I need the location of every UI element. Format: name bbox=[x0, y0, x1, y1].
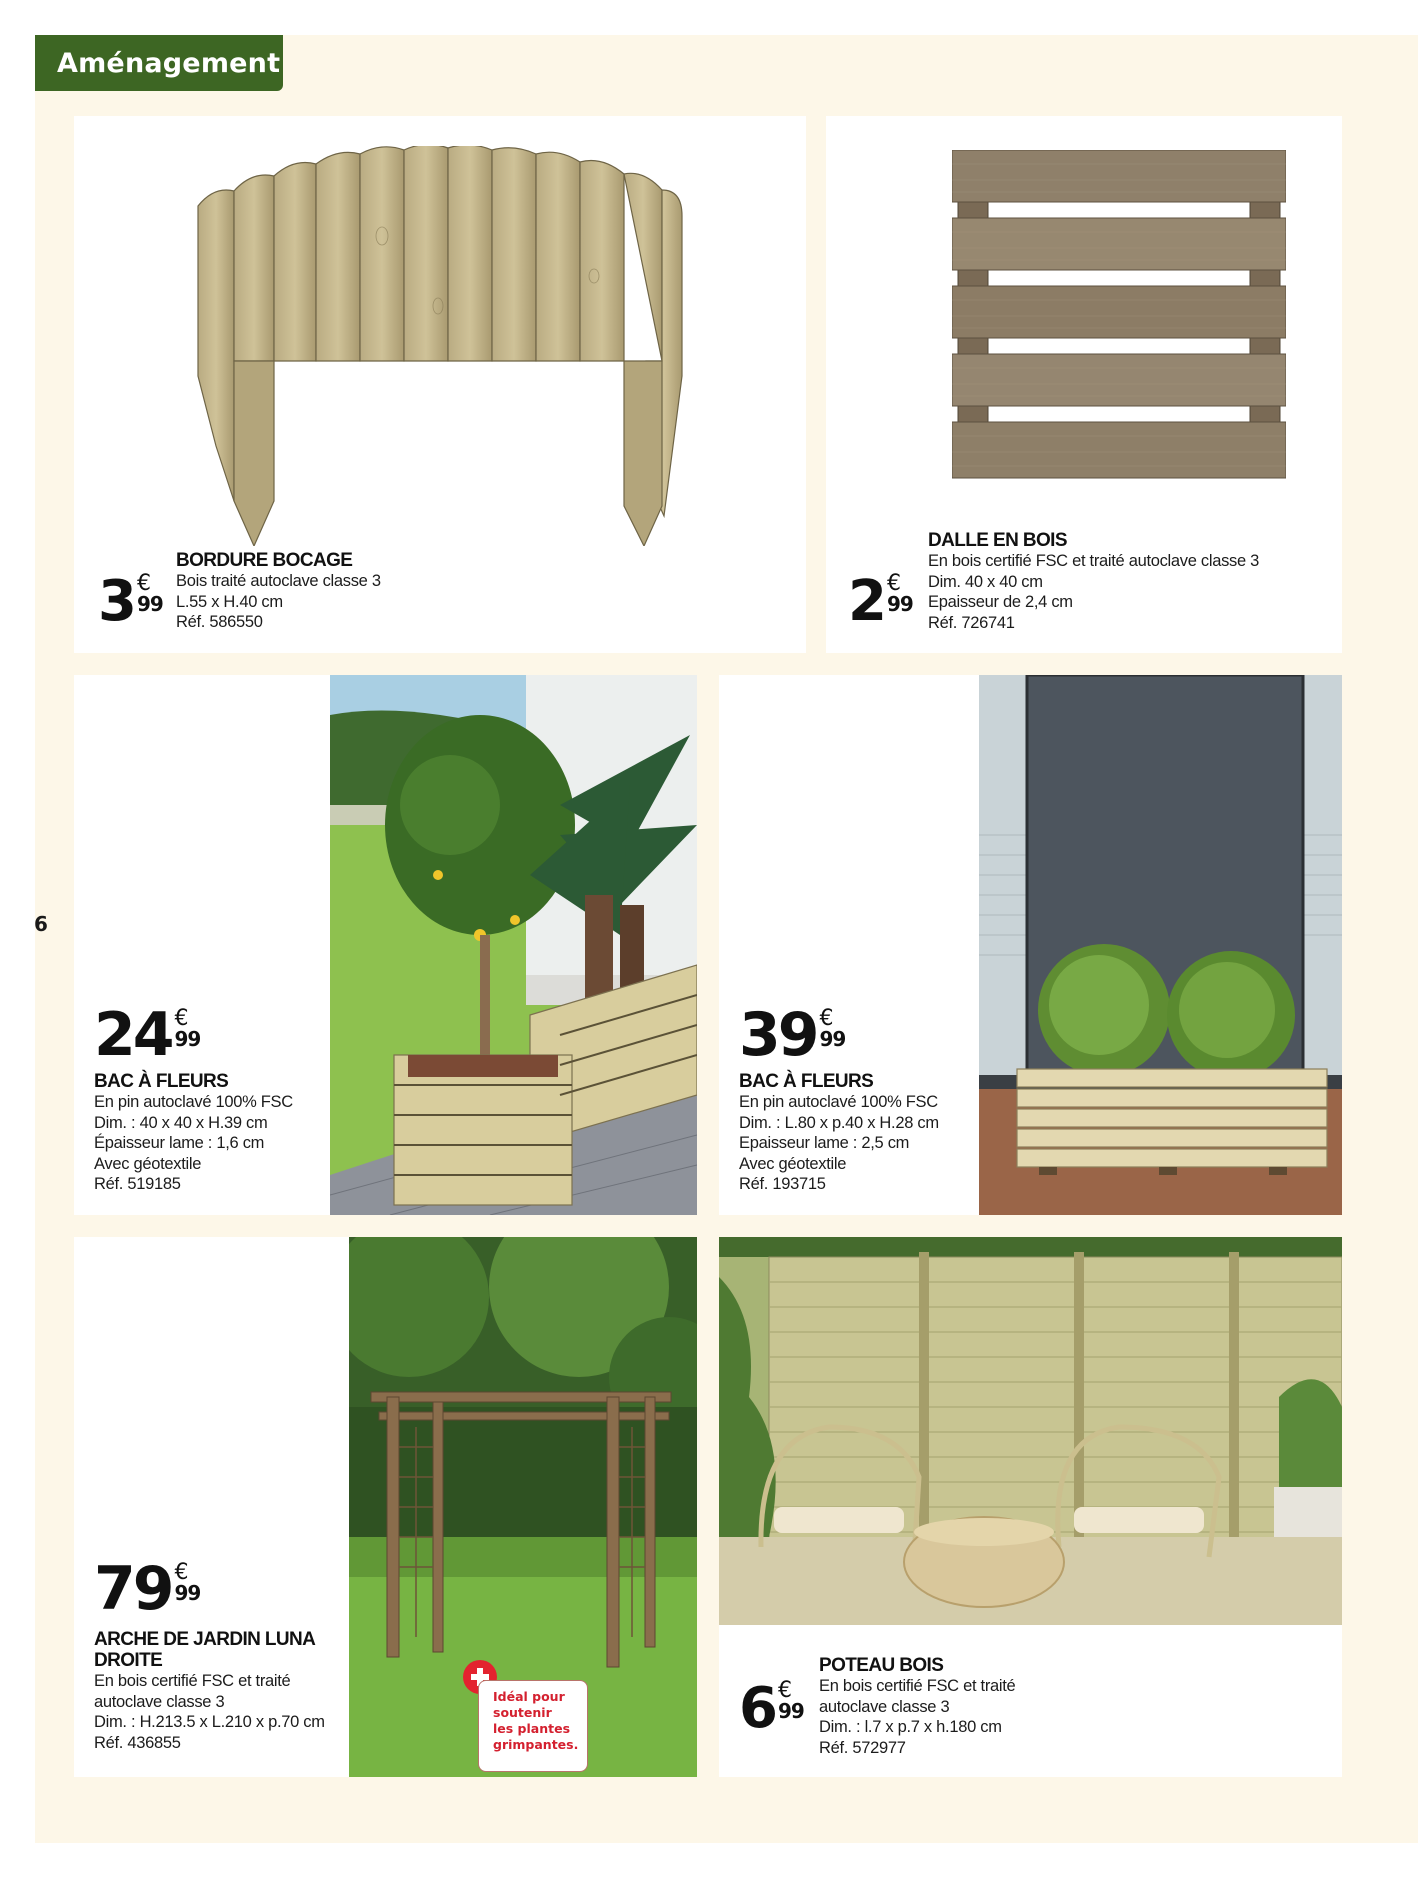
callout-line-1: Idéal pour bbox=[493, 1689, 565, 1704]
price-bac-a-fleurs-2 bbox=[739, 1000, 846, 1070]
price-integer: 79 bbox=[94, 1554, 172, 1624]
product-detail-dimensions: Dim. : l.7 x p.7 x h.180 cm bbox=[819, 1718, 1002, 1736]
poteau-bois-photo bbox=[719, 1237, 1342, 1625]
callout-ideal-grimpantes bbox=[478, 1680, 588, 1772]
price-poteau-bois bbox=[739, 1676, 804, 1741]
product-detail-thickness: Epaisseur de 2,4 cm bbox=[928, 593, 1073, 611]
price-currency: € bbox=[174, 1006, 189, 1031]
product-title-line-2: DROITE bbox=[94, 1650, 163, 1671]
product-detail-material: En pin autoclavé 100% FSC bbox=[94, 1093, 293, 1111]
product-detail-reference: Réf. 572977 bbox=[819, 1738, 906, 1757]
product-detail-thickness: Épaisseur lame : 1,6 cm bbox=[94, 1134, 265, 1152]
product-detail-reference: Réf. 586550 bbox=[176, 613, 263, 631]
price-decimals: 99 bbox=[777, 1699, 804, 1723]
price-decimals: 99 bbox=[886, 592, 913, 616]
product-detail-dimensions: Dim. : H.213.5 x L.210 x p.70 cm bbox=[94, 1713, 325, 1731]
price-integer: 39 bbox=[739, 1000, 817, 1070]
product-detail-material-2: autoclave classe 3 bbox=[819, 1697, 950, 1716]
product-title: BAC À FLEURS bbox=[94, 1071, 229, 1092]
price-bac-a-fleurs-1 bbox=[94, 1000, 201, 1070]
callout-line-3: les plantes bbox=[493, 1721, 571, 1736]
product-detail-dimensions: L.55 x H.40 cm bbox=[176, 592, 283, 611]
product-detail-material: En bois certifié FSC et traité autoclave classe 3 bbox=[928, 552, 1260, 570]
product-card-dalle-en-bois[interactable] bbox=[826, 116, 1342, 653]
price-decimals: 99 bbox=[174, 1027, 201, 1051]
price-integer: 6 bbox=[739, 1676, 775, 1741]
bac-a-fleurs-2-photo bbox=[979, 675, 1342, 1215]
product-detail-reference: Réf. 436855 bbox=[94, 1733, 181, 1752]
product-card-bordure-bocage[interactable] bbox=[74, 116, 806, 653]
product-detail-extra: Avec géotextile bbox=[739, 1154, 847, 1173]
product-title: BAC À FLEURS bbox=[739, 1071, 874, 1092]
price-decimals: 99 bbox=[136, 592, 163, 616]
product-info-poteau-bois bbox=[819, 1655, 1015, 1758]
section-title: Aménagement bbox=[57, 47, 281, 79]
product-detail-dimensions: Dim. : 40 x 40 x H.39 cm bbox=[94, 1113, 268, 1132]
price-arche-de-jardin bbox=[94, 1554, 201, 1624]
price-integer: 2 bbox=[848, 569, 884, 634]
price-currency: € bbox=[819, 1006, 834, 1031]
section-header bbox=[35, 35, 283, 91]
price-dalle-en-bois bbox=[848, 569, 913, 634]
product-detail-material: En pin autoclavé 100% FSC bbox=[739, 1093, 938, 1111]
price-decimals: 99 bbox=[819, 1027, 846, 1051]
product-info-arche-de-jardin bbox=[94, 1629, 325, 1753]
product-detail-thickness: Epaisseur lame : 2,5 cm bbox=[739, 1134, 910, 1152]
product-info-bac-a-fleurs-2 bbox=[739, 1071, 939, 1195]
product-detail-dimensions: Dim. : L.80 x p.40 x H.28 cm bbox=[739, 1113, 939, 1132]
product-detail-material-2: autoclave classe 3 bbox=[94, 1692, 225, 1711]
product-card-bac-a-fleurs-2[interactable] bbox=[719, 675, 979, 1215]
callout-line-4: grimpantes. bbox=[493, 1737, 579, 1752]
product-card-bac-a-fleurs-1[interactable] bbox=[74, 675, 330, 1215]
product-title: POTEAU BOIS bbox=[819, 1655, 944, 1676]
product-title-line-1: ARCHE DE JARDIN LUNA bbox=[94, 1629, 316, 1650]
product-info-bordure-bocage bbox=[176, 550, 381, 633]
product-title: BORDURE BOCAGE bbox=[176, 550, 353, 571]
dalle-image bbox=[952, 150, 1286, 482]
product-detail-reference: Réf. 726741 bbox=[928, 613, 1015, 632]
product-detail-material: En bois certifié FSC et traité bbox=[94, 1672, 291, 1690]
price-bordure-bocage bbox=[98, 569, 163, 634]
product-detail-extra: Avec géotextile bbox=[94, 1154, 202, 1173]
price-currency: € bbox=[174, 1560, 189, 1585]
product-detail-reference: Réf. 519185 bbox=[94, 1175, 181, 1193]
price-currency: € bbox=[777, 1678, 792, 1703]
price-currency: € bbox=[136, 571, 151, 596]
bordure-image bbox=[194, 146, 686, 546]
price-decimals: 99 bbox=[174, 1581, 201, 1605]
product-detail-material: En bois certifié FSC et traité bbox=[819, 1677, 1016, 1695]
product-detail-material: Bois traité autoclave classe 3 bbox=[176, 572, 381, 590]
product-detail-dimensions: Dim. 40 x 40 cm bbox=[928, 572, 1043, 591]
callout-line-2: soutenir bbox=[493, 1705, 552, 1720]
product-card-arche-de-jardin[interactable] bbox=[74, 1237, 349, 1777]
price-currency: € bbox=[886, 571, 901, 596]
product-info-bac-a-fleurs-1 bbox=[94, 1071, 293, 1195]
product-detail-reference: Réf. 193715 bbox=[739, 1175, 826, 1193]
bac-a-fleurs-1-photo bbox=[330, 675, 697, 1215]
page-number: 6 bbox=[34, 912, 48, 936]
product-info-dalle-en-bois bbox=[928, 530, 1259, 633]
price-integer: 24 bbox=[94, 1000, 172, 1070]
price-integer: 3 bbox=[98, 569, 134, 634]
product-title: DALLE EN BOIS bbox=[928, 530, 1067, 551]
